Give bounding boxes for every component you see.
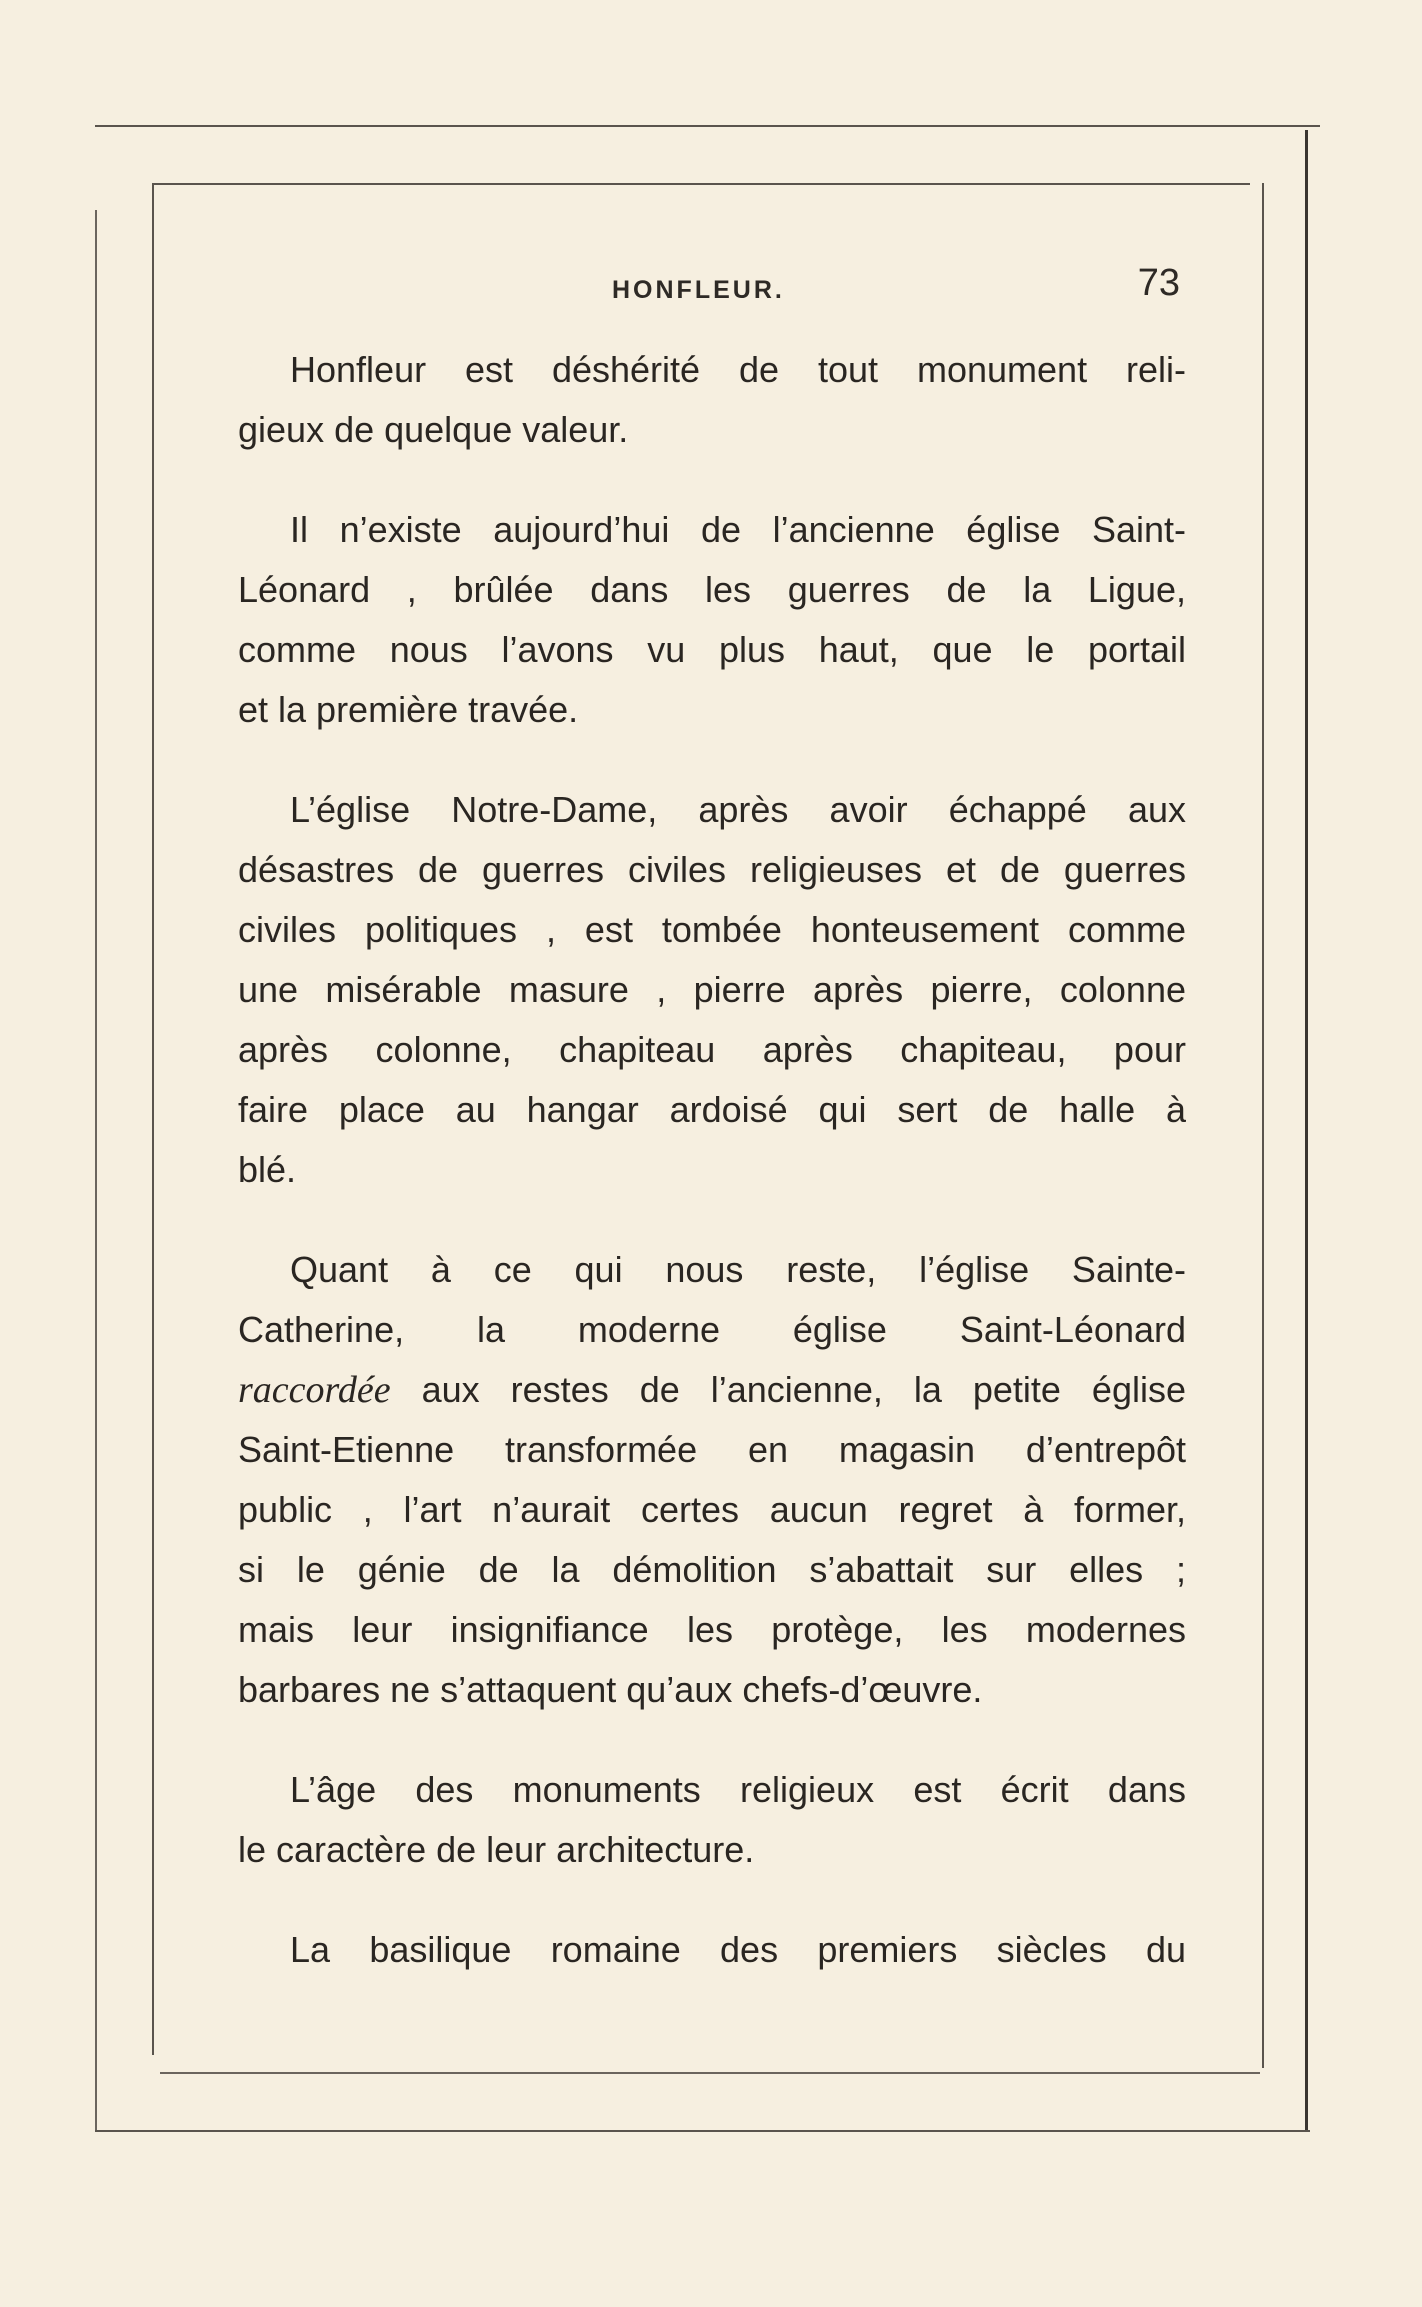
body-text	[238, 340, 1186, 1980]
text-line: mais leur insignifiance les protège, les modernes	[238, 1609, 1186, 1650]
page-header	[240, 258, 1180, 318]
text-line: L’âge des monuments religieux est écrit dans	[290, 1769, 1186, 1810]
text-line: Léonard , brûlée dans les guerres de la Ligue,	[238, 569, 1186, 610]
paragraph-4	[238, 1240, 1186, 1720]
text-line: comme nous l’avons vu plus haut, que le portail	[238, 629, 1186, 670]
text-line: barbares ne s’attaquent qu’aux chefs-d’œuvre.	[238, 1669, 983, 1710]
text-line: L’église Notre-Dame, après avoir échappé aux	[290, 789, 1186, 830]
paragraph-3	[238, 780, 1186, 1200]
paragraph-6	[238, 1920, 1186, 1980]
text-line: Catherine, la moderne église Saint-Léonard	[238, 1309, 1186, 1350]
frame-right-outer-rule	[1305, 130, 1308, 2130]
frame-left-outer-rule	[95, 210, 97, 2130]
text-line: si le génie de la démolition s’abattait sur elles ;	[238, 1549, 1186, 1590]
text-line-rest: aux restes de l’ancienne, la petite église	[421, 1369, 1186, 1410]
paragraph-1	[238, 340, 1186, 460]
text-line: blé.	[238, 1149, 297, 1190]
text-line: et la première travée.	[238, 689, 579, 730]
text-line: faire place au hangar ardoisé qui sert de halle à	[238, 1089, 1186, 1130]
text-line: Il n’existe aujourd’hui de l’ancienne église Saint-	[290, 509, 1186, 550]
frame-top-inner-rule	[152, 183, 1250, 185]
running-head: HONFLEUR.	[612, 276, 785, 304]
text-line: civiles politiques , est tombée honteusement comme	[238, 909, 1186, 950]
text-line: Saint-Etienne transformée en magasin d’entrepôt	[238, 1429, 1186, 1470]
frame-bottom-inner-rule	[160, 2072, 1260, 2074]
text-line: Honfleur est déshérité de tout monument reli-	[290, 349, 1186, 390]
text-line: le caractère de leur architecture.	[238, 1829, 755, 1870]
frame-left-inner-rule	[152, 185, 154, 2055]
text-line: une misérable masure , pierre après pierre, colonne	[238, 969, 1186, 1010]
text-line: Quant à ce qui nous reste, l’église Sainte-	[290, 1249, 1186, 1290]
text-line: La basilique romaine des premiers siècles du	[290, 1929, 1186, 1970]
text-line: désastres de guerres civiles religieuses et de guerres	[238, 849, 1186, 890]
text-line: gieux de quelque valeur.	[238, 409, 629, 450]
text-line: public , l’art n’aurait certes aucun regret à former,	[238, 1489, 1186, 1530]
paragraph-5	[238, 1760, 1186, 1880]
frame-right-inner-rule	[1262, 183, 1264, 2068]
text-line-with-italic	[238, 1360, 1186, 1420]
italic-word: raccordée	[238, 1369, 391, 1411]
text-line: après colonne, chapiteau après chapiteau, pour	[238, 1029, 1186, 1070]
frame-bottom-outer-rule	[95, 2130, 1310, 2132]
paragraph-2	[238, 500, 1186, 740]
frame-top-outer-rule	[95, 125, 1320, 127]
page-number: 73	[1137, 262, 1180, 304]
